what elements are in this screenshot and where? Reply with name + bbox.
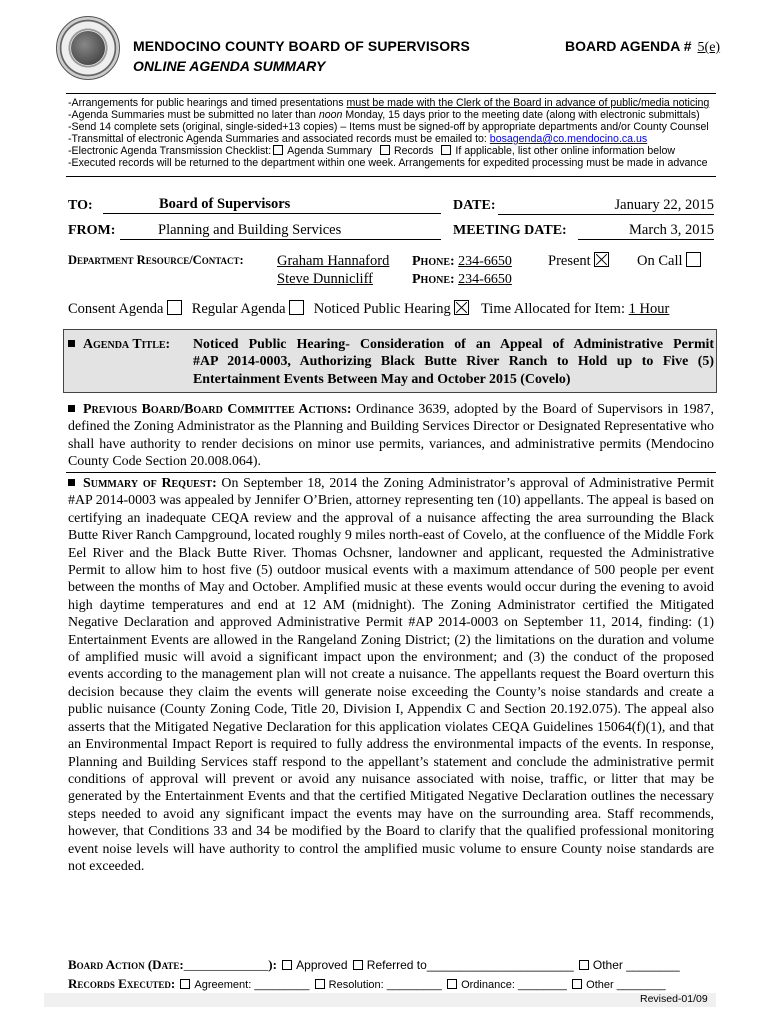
note-5-text: -Electronic Agenda Transmission Checklist:: [68, 145, 272, 157]
phone-row-2: [412, 271, 512, 289]
consent-label: Consent Agenda: [68, 301, 164, 317]
from-label: FROM:: [68, 223, 116, 238]
board-other-checkbox[interactable]: [579, 960, 589, 970]
instructions-block: [68, 97, 718, 169]
phone-label-2: Phone:: [412, 272, 455, 287]
agenda-title-line-1: Noticed Public Hearing- Consideration of an Appeal of Administrative Permit: [193, 337, 714, 352]
header-divider: [66, 93, 716, 94]
summary-text: On September 18, 2014 the Zoning Administrator’s approval of Administrative Permit #AP 2014-0003 was appealed by Jennifer O’Brien, attorney representing ten (10) appellants. The appeal is based on certifying an inadequate CEQA review and the approval of a nuisance affecting the area surrounding the Black Butte River Ranch Campground, located roughly 9 miles north-east of Covelo, at the confluence of the Middle Fork Eel River and the Black Butte River. Thomas Ochsner, landowner and applicant, requested the Administrative Permit to allow him to host five (5) outdoor musical events with a maximum attendance of 500 people per event between the months of May and October. Amplified music at these events would occur during the evening to avoid high daytime temperatures and end at 12 AM (midnight). The Zoning Administrator certified the Mitigated Negative Declaration and approved Administrative Permit #AP 2014-0003 on September 11, 2014, finding: (1) Entertainment Events are allowed in the Rangeland Zoning District; (2) the limitations on the duration and volume of amplified music will avoid a significant impact upon the environment; and (3) the conduct of the proposed events according to the management plan will not create a nuisance. The appellants request the Board overturn this decision because they claim the events will generate noise exceeding the County’s noise standards and create a public nuisance (County Zoning Code, Title 20, Division I, Appendix C and Section 20.192.075). The appeal also asserts that the Mitigated Negative Declaration for this application violates CEQA Guidelines 15064(f)(1), and that an Environmental Impact Report is required to fully address the environmental impacts of the events. In response, Planning and Building Services staff respond to the appellant’s statement and conclude the administrative permit conditions of approval will prevent or avoid any nuisance associated with noise, traffic, or litter that may be generated by the Entertainment Events and that the certified Mitigated Negative Declaration outlines the necessary steps needed to avoid any significant impact the events may have on the surrounding area. Staff recommends, however, that Conditions 33 and 34 be modified by the Board to clarify that the qualified professional monitoring event noise levels will have authority to control the amplified music volume to ensure County noise standards are not exceeded.: [68, 476, 714, 874]
bullet-icon: [68, 479, 75, 486]
note-2-rest: Monday, 15 days prior to the meeting date (along with electronic submittals): [342, 109, 700, 121]
resolution-blank[interactable]: _________: [386, 979, 442, 991]
records-other-label: Other: [586, 979, 614, 991]
referred-checkbox[interactable]: [353, 960, 363, 970]
board-agenda-number: [565, 38, 726, 56]
agenda-title-line-2: #AP 2014-0003, Authorizing Black Butte River Ranch to Hold up to Five (5): [193, 354, 714, 370]
board-other-blank[interactable]: ________: [626, 958, 680, 972]
footer-bar: [44, 993, 716, 1007]
to-field[interactable]: [103, 196, 441, 214]
notes-divider: [66, 176, 716, 177]
meeting-date-value: March 3, 2015: [629, 222, 714, 238]
agenda-summary-label: Agenda Summary: [287, 145, 372, 157]
agenda-title-label: Agenda Title:: [83, 337, 171, 352]
present-checkbox[interactable]: [594, 252, 609, 267]
oncall-option: [637, 252, 701, 270]
agenda-title-text: [193, 336, 714, 388]
previous-actions: [68, 401, 714, 471]
previous-actions-label: Previous Board/Board Committee Actions:: [83, 402, 352, 417]
referred-label: Referred to: [366, 958, 427, 972]
consent-checkbox[interactable]: [167, 300, 182, 315]
phone-row-1: [412, 253, 512, 271]
noticed-label: Noticed Public Hearing: [313, 301, 451, 317]
time-allocated-label: Time Allocated for Item:: [480, 301, 625, 317]
meeting-date-field[interactable]: [578, 222, 714, 240]
noticed-checkbox[interactable]: [454, 300, 469, 315]
agenda-title-line-3: Entertainment Events Between May and October 2015 (Covelo): [193, 371, 571, 387]
summary-of-request: [68, 475, 714, 875]
contact-name-2: Steve Dunnicliff: [277, 271, 373, 287]
to-label: TO:: [68, 198, 93, 213]
page-subtitle: ONLINE AGENDA SUMMARY: [133, 58, 326, 74]
note-4: [68, 133, 718, 145]
from-field[interactable]: [120, 222, 441, 240]
email-link[interactable]: bosagenda@co.mendocino.ca.us: [489, 133, 648, 145]
note-3: -Send 14 complete sets (original, single-sided+13 copies) – Items must be signed-off by appropriate departments and/or County Counsel: [68, 121, 709, 133]
other-online-label: If applicable, list other online information below: [455, 145, 676, 157]
resolution-checkbox[interactable]: [315, 979, 325, 989]
board-action-close: ):: [268, 957, 277, 972]
section-divider: [66, 472, 716, 473]
records-other-checkbox[interactable]: [572, 979, 582, 989]
contact-name-1: Graham Hannaford: [277, 253, 390, 269]
agreement-label: Agreement:: [194, 979, 252, 991]
note-4-text: -Transmittal of electronic Agenda Summaries and associated records must be emailed to:: [68, 133, 490, 145]
county-seal-center: [71, 31, 105, 65]
agreement-blank[interactable]: _________: [254, 979, 310, 991]
agenda-title-label-wrap: [68, 336, 170, 353]
agreement-checkbox[interactable]: [180, 979, 190, 989]
phone-2: 234-6650: [458, 272, 512, 287]
ordinance-blank[interactable]: ________: [517, 979, 567, 991]
page-title: MENDOCINO COUNTY BOARD OF SUPERVISORS: [133, 38, 470, 54]
date-label: DATE:: [453, 198, 496, 213]
time-allocated-value: 1 Hour: [628, 301, 670, 317]
referred-blank[interactable]: ______________________: [426, 958, 574, 972]
county-seal: [56, 16, 120, 80]
board-action-date-blank[interactable]: _____________: [183, 957, 269, 972]
oncall-label: On Call: [637, 253, 683, 269]
agenda-type-row: [68, 300, 669, 318]
note-1: [68, 97, 718, 109]
ordinance-checkbox[interactable]: [447, 979, 457, 989]
board-agenda-value: 5(e): [697, 40, 721, 55]
meeting-date-label: MEETING DATE:: [453, 223, 567, 238]
note-2: [68, 109, 718, 121]
records-checkbox[interactable]: [380, 145, 390, 155]
ordinance-label: Ordinance:: [461, 979, 515, 991]
note-2-text: -Agenda Summaries must be submitted no later than: [68, 109, 319, 121]
board-action-row: [68, 957, 680, 973]
bullet-icon: [68, 340, 75, 347]
date-value: January 22, 2015: [614, 197, 714, 213]
approved-checkbox[interactable]: [282, 960, 292, 970]
records-label: Records: [393, 145, 434, 157]
records-executed-row: [68, 976, 666, 992]
phone-1: 234-6650: [458, 254, 512, 269]
contact-label: Department Resource/Contact:: [68, 253, 244, 267]
board-agenda-label: BOARD AGENDA #: [565, 38, 692, 54]
agenda-summary-checkbox[interactable]: [273, 145, 283, 155]
date-field[interactable]: [498, 197, 714, 215]
note-1-underlined: must be made with the Clerk of the Board in advance of public/media noticing: [346, 97, 710, 109]
note-1-text: -Arrangements for public hearings and timed presentations: [68, 97, 347, 109]
note-2-italic: noon: [318, 109, 343, 121]
records-other-blank[interactable]: ________: [616, 979, 666, 991]
note-5: [68, 145, 718, 157]
from-value: Planning and Building Services: [158, 222, 342, 238]
other-online-checkbox[interactable]: [441, 145, 451, 155]
present-option: [548, 252, 609, 270]
approved-label: Approved: [296, 958, 348, 972]
present-label: Present: [548, 253, 591, 269]
phone-label-1: Phone:: [412, 254, 455, 269]
resolution-label: Resolution:: [328, 979, 384, 991]
board-action-label: Board Action (Date:: [68, 957, 184, 972]
revised-date: Revised-01/09: [640, 993, 708, 1005]
to-value: Board of Supervisors: [159, 196, 291, 212]
bullet-icon: [68, 405, 75, 412]
regular-label: Regular Agenda: [191, 301, 286, 317]
summary-label: Summary of Request:: [83, 476, 217, 491]
board-other-label: Other: [592, 958, 623, 972]
oncall-checkbox[interactable]: [686, 252, 701, 267]
previous-actions-text: Ordinance 3639, adopted by the Board of Supervisors in 1987, defined the Zoning Administrator as the Planning and Building Services Director or Designated Representative who shall have authority to render decisions on minor use permits, variances, and administrative permits (Mendocino County Code Section 20.008.064).: [68, 402, 714, 470]
note-6: -Executed records will be returned to the department within one week. Arrangements for expedited processing must be made in advance: [68, 157, 708, 169]
contact-phones: [412, 253, 512, 289]
contact-names: [277, 252, 389, 288]
regular-checkbox[interactable]: [289, 300, 304, 315]
records-executed-label: Records Executed:: [68, 976, 176, 991]
